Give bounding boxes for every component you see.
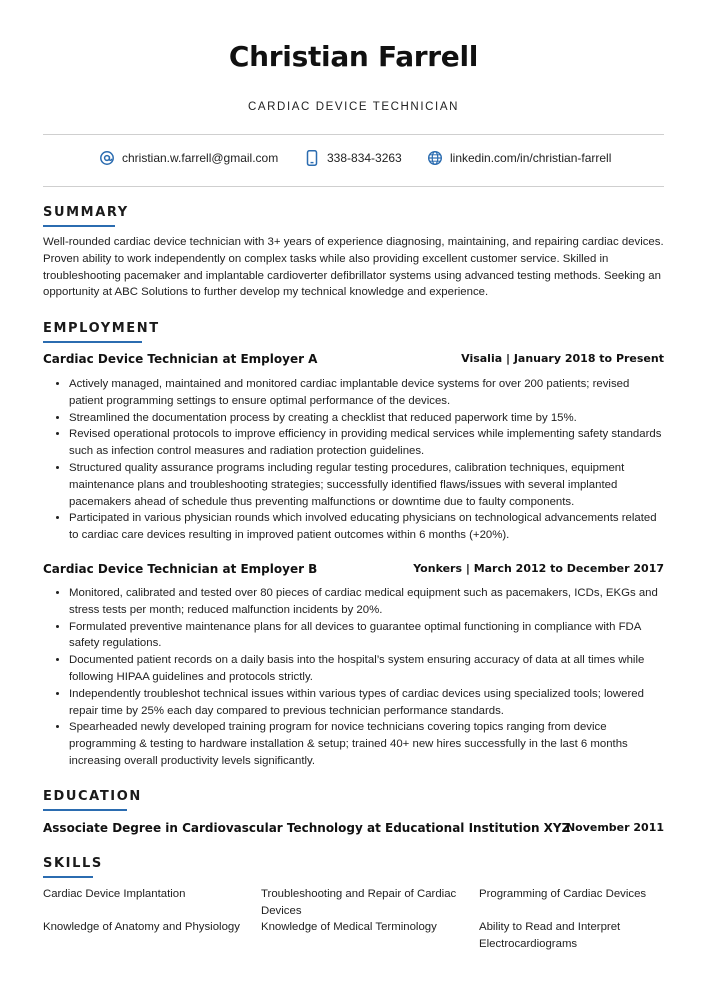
candidate-name: Christian Farrell — [228, 40, 479, 73]
job-title: Cardiac Device Technician at Employer B — [43, 562, 318, 576]
section-underline-summary — [43, 225, 115, 227]
section-underline-skills — [43, 876, 93, 878]
section-heading-employment: EMPLOYMENT — [43, 321, 160, 336]
contact-linkedin[interactable] — [427, 150, 611, 166]
at-sign-icon — [99, 150, 115, 166]
job-bullets — [43, 376, 665, 544]
skill-item: Programming of Cardiac Devices — [479, 888, 647, 900]
contact-email-text: christian.w.farrell@gmail.com — [122, 151, 279, 165]
section-underline-employment — [43, 341, 142, 343]
job-meta: Visalia | January 2018 to Present — [461, 352, 664, 365]
summary-text: Well-rounded cardiac device technician with 3+ years of experience diagnosing, maintaining, and repairing cardiac devices. Proven ability to work independently on complex tasks while also providing excellent customer service. Skilled in troubleshooting pacemaker and implantable cardioverter defibrillator systems using advanced testing methods. Seeking an opportunity at ABC Solutions to further develop my technical knowledge and experience. — [43, 236, 664, 299]
list-item: • Revised operational protocols to improve efficiency in providing medical services while implementing safety standards such as infection control measures and radiation protection guidelines. — [69, 426, 665, 460]
contact-bar — [0, 150, 707, 170]
skill-item: Troubleshooting and Repair of Cardiac Devices — [261, 888, 457, 917]
skill-item: Knowledge of Medical Terminology — [261, 921, 437, 933]
list-item: • Monitored, calibrated and tested over 80 pieces of cardiac medical equipment such as pacemakers, ICDs, EKGs and stress tests per month; reduced malfunction incidents by 20%. — [69, 585, 665, 619]
section-heading-education: EDUCATION — [43, 789, 142, 804]
list-item: • Streamlined the documentation process by creating a checklist that reduced paperwork time by 15%. — [69, 410, 665, 427]
list-item: • Structured quality assurance programs including regular testing procedures, calibration techniques, equipment maintenance plans and troubleshooting strategies; successfully identified flaws/issues with several implanted pacemakers ahead of schedule thus preventing malfunctions or downtime due to faulty components. — [69, 460, 665, 510]
divider-bottom — [43, 186, 664, 187]
section-heading-summary: SUMMARY — [43, 205, 129, 220]
education-degree: Associate Degree in Cardiovascular Technology at Educational Institution XYZ — [43, 821, 571, 835]
contact-linkedin-text: linkedin.com/in/christian-farrell — [450, 151, 612, 165]
phone-icon — [304, 150, 320, 166]
list-item: • Documented patient records on a daily basis into the hospital’s system ensuring accuracy of data at all times while following HIPAA guidelines and protocols strictly. — [69, 652, 665, 686]
section-underline-education — [43, 809, 127, 811]
globe-icon — [427, 150, 443, 166]
skill-item: Ability to Read and Interpret Electrocardiograms — [479, 921, 621, 950]
job-title: Cardiac Device Technician at Employer A — [43, 352, 318, 366]
skill-item: Cardiac Device Implantation — [43, 888, 186, 900]
job-meta: Yonkers | March 2012 to December 2017 — [413, 562, 664, 575]
list-item: • Formulated preventive maintenance plans for all devices to guarantee optimal functioning in compliance with FDA safety regulations. — [69, 619, 665, 653]
section-heading-skills: SKILLS — [43, 856, 103, 871]
list-item: • Spearheaded newly developed training program for novice technicians covering topics ranging from device programming & testing to hardware installation & setup; trained 40+ new hires successfully in the last 6 months increasing overall productivity levels significantly. — [69, 719, 665, 769]
divider-top — [43, 134, 664, 135]
contact-email[interactable] — [99, 150, 278, 166]
skill-item: Knowledge of Anatomy and Physiology — [43, 921, 240, 933]
contact-phone[interactable] — [304, 150, 402, 166]
job-bullets — [43, 585, 665, 770]
list-item: • Independently troubleshot technical issues within various types of cardiac devices using specialized tools; lowered repair time by 25% each day compared to previous technician performance standards. — [69, 686, 665, 720]
job-title-heading: CARDIAC DEVICE TECHNICIAN — [247, 101, 460, 113]
education-date: November 2011 — [565, 821, 664, 834]
contact-phone-text: 338-834-3263 — [327, 151, 402, 165]
list-item: • Actively managed, maintained and monitored cardiac implantable device systems for over 200 patients; revised patient programming settings to ensure optimal performance of the devices. — [69, 376, 665, 410]
list-item: • Participated in various physician rounds which involved educating physicians on technological advancements related to cardiac care devices resulting in improved patient outcomes within 6 months (+20%). — [69, 510, 665, 544]
